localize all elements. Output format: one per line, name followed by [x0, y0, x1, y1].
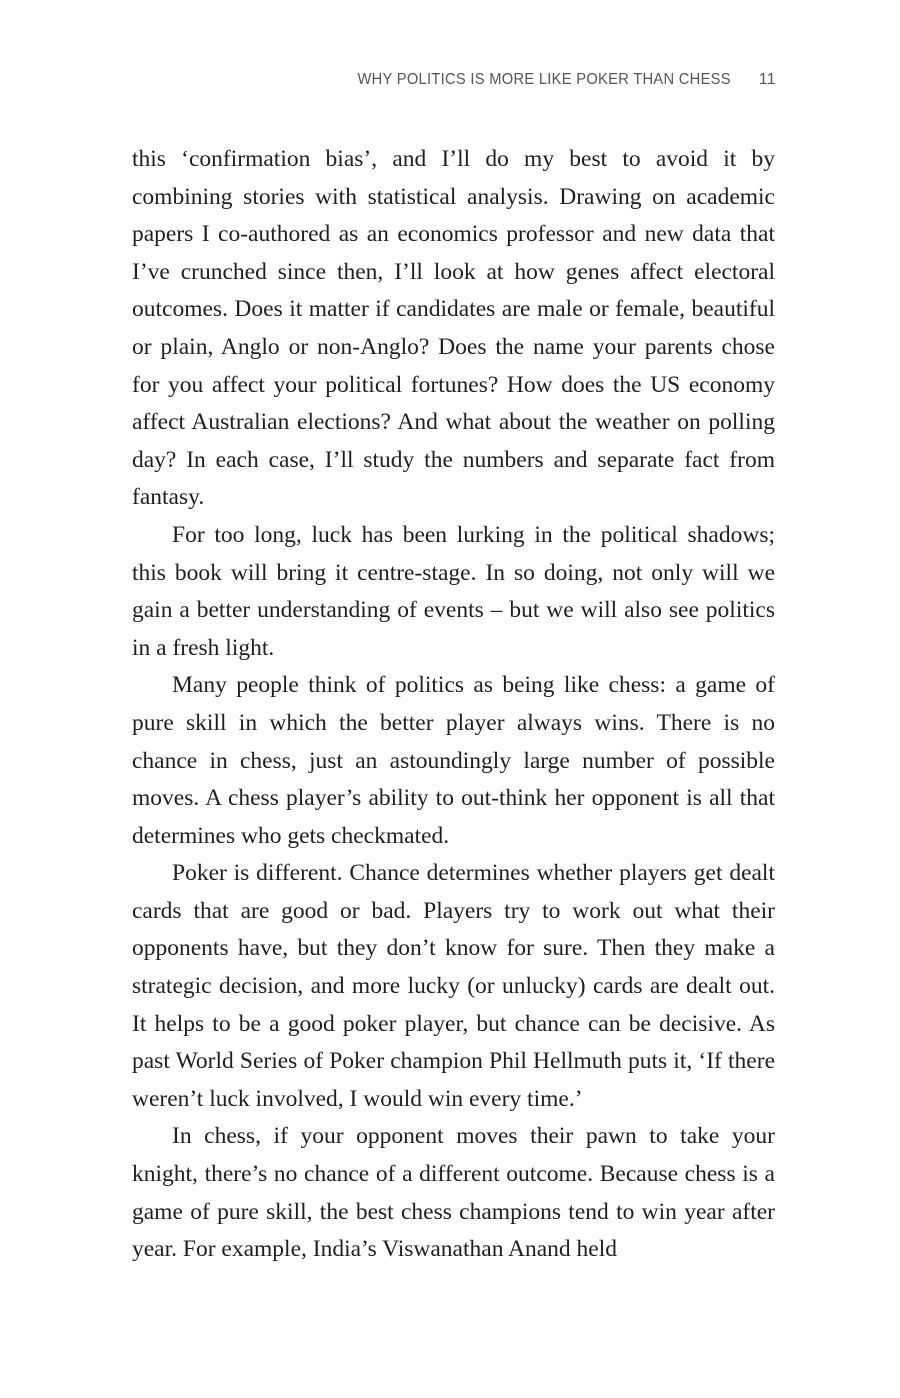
- paragraph: Poker is different. Chance determines whether players get dealt cards that are good or bad. Players try to work out what their opponents have, but they don’t know for sure. Then they make a strategic decision, and more lucky (or unlucky) cards are dealt out. It helps to be a good poker player, but chance can be decisive. As past World Series of Poker champion Phil Hellmuth puts it, ‘If there weren’t luck involved, I would win every time.’: [132, 860, 775, 1112]
- running-title: WHY POLITICS IS MORE LIKE POKER THAN CHESS: [357, 71, 731, 88]
- page-number: 11: [758, 71, 776, 88]
- paragraph: Many people think of politics as being like chess: a game of pure skill in which the better player always wins. There is no chance in chess, just an astoundingly large number of possible moves. A chess player’s ability to out-think her opponent is all that determines who gets checkmated.: [132, 672, 775, 849]
- body-text: [132, 141, 775, 1269]
- paragraph-continued: this ‘confirmation bias’, and I’ll do my best to avoid it by combining stories with statistical analysis. Drawing on academic papers I co-authored as an economics professor and new data that I’ve crunched since then, I’ll look at how genes affect electoral outcomes. Does it matter if candidates are male or female, beautiful or plain, Anglo or non-Anglo? Does the name your parents chose for you affect your political fortunes? How does the US economy affect Australian elections? And what about the weather on polling day? In each case, I’ll study the numbers and separate fact from fantasy.: [132, 146, 775, 511]
- paragraph: For too long, luck has been lurking in the political shadows; this book will bring it centre-stage. In so doing, not only will we gain a better understanding of events – but we will also see politics in a fresh light.: [132, 521, 775, 661]
- running-head: [325, 71, 776, 89]
- paragraph: In chess, if your opponent moves their pawn to take your knight, there’s no chance of a different outcome. Because chess is a game of pure skill, the best chess champions tend to win year after year. For example, India’s Viswanathan Anand held: [132, 1123, 775, 1263]
